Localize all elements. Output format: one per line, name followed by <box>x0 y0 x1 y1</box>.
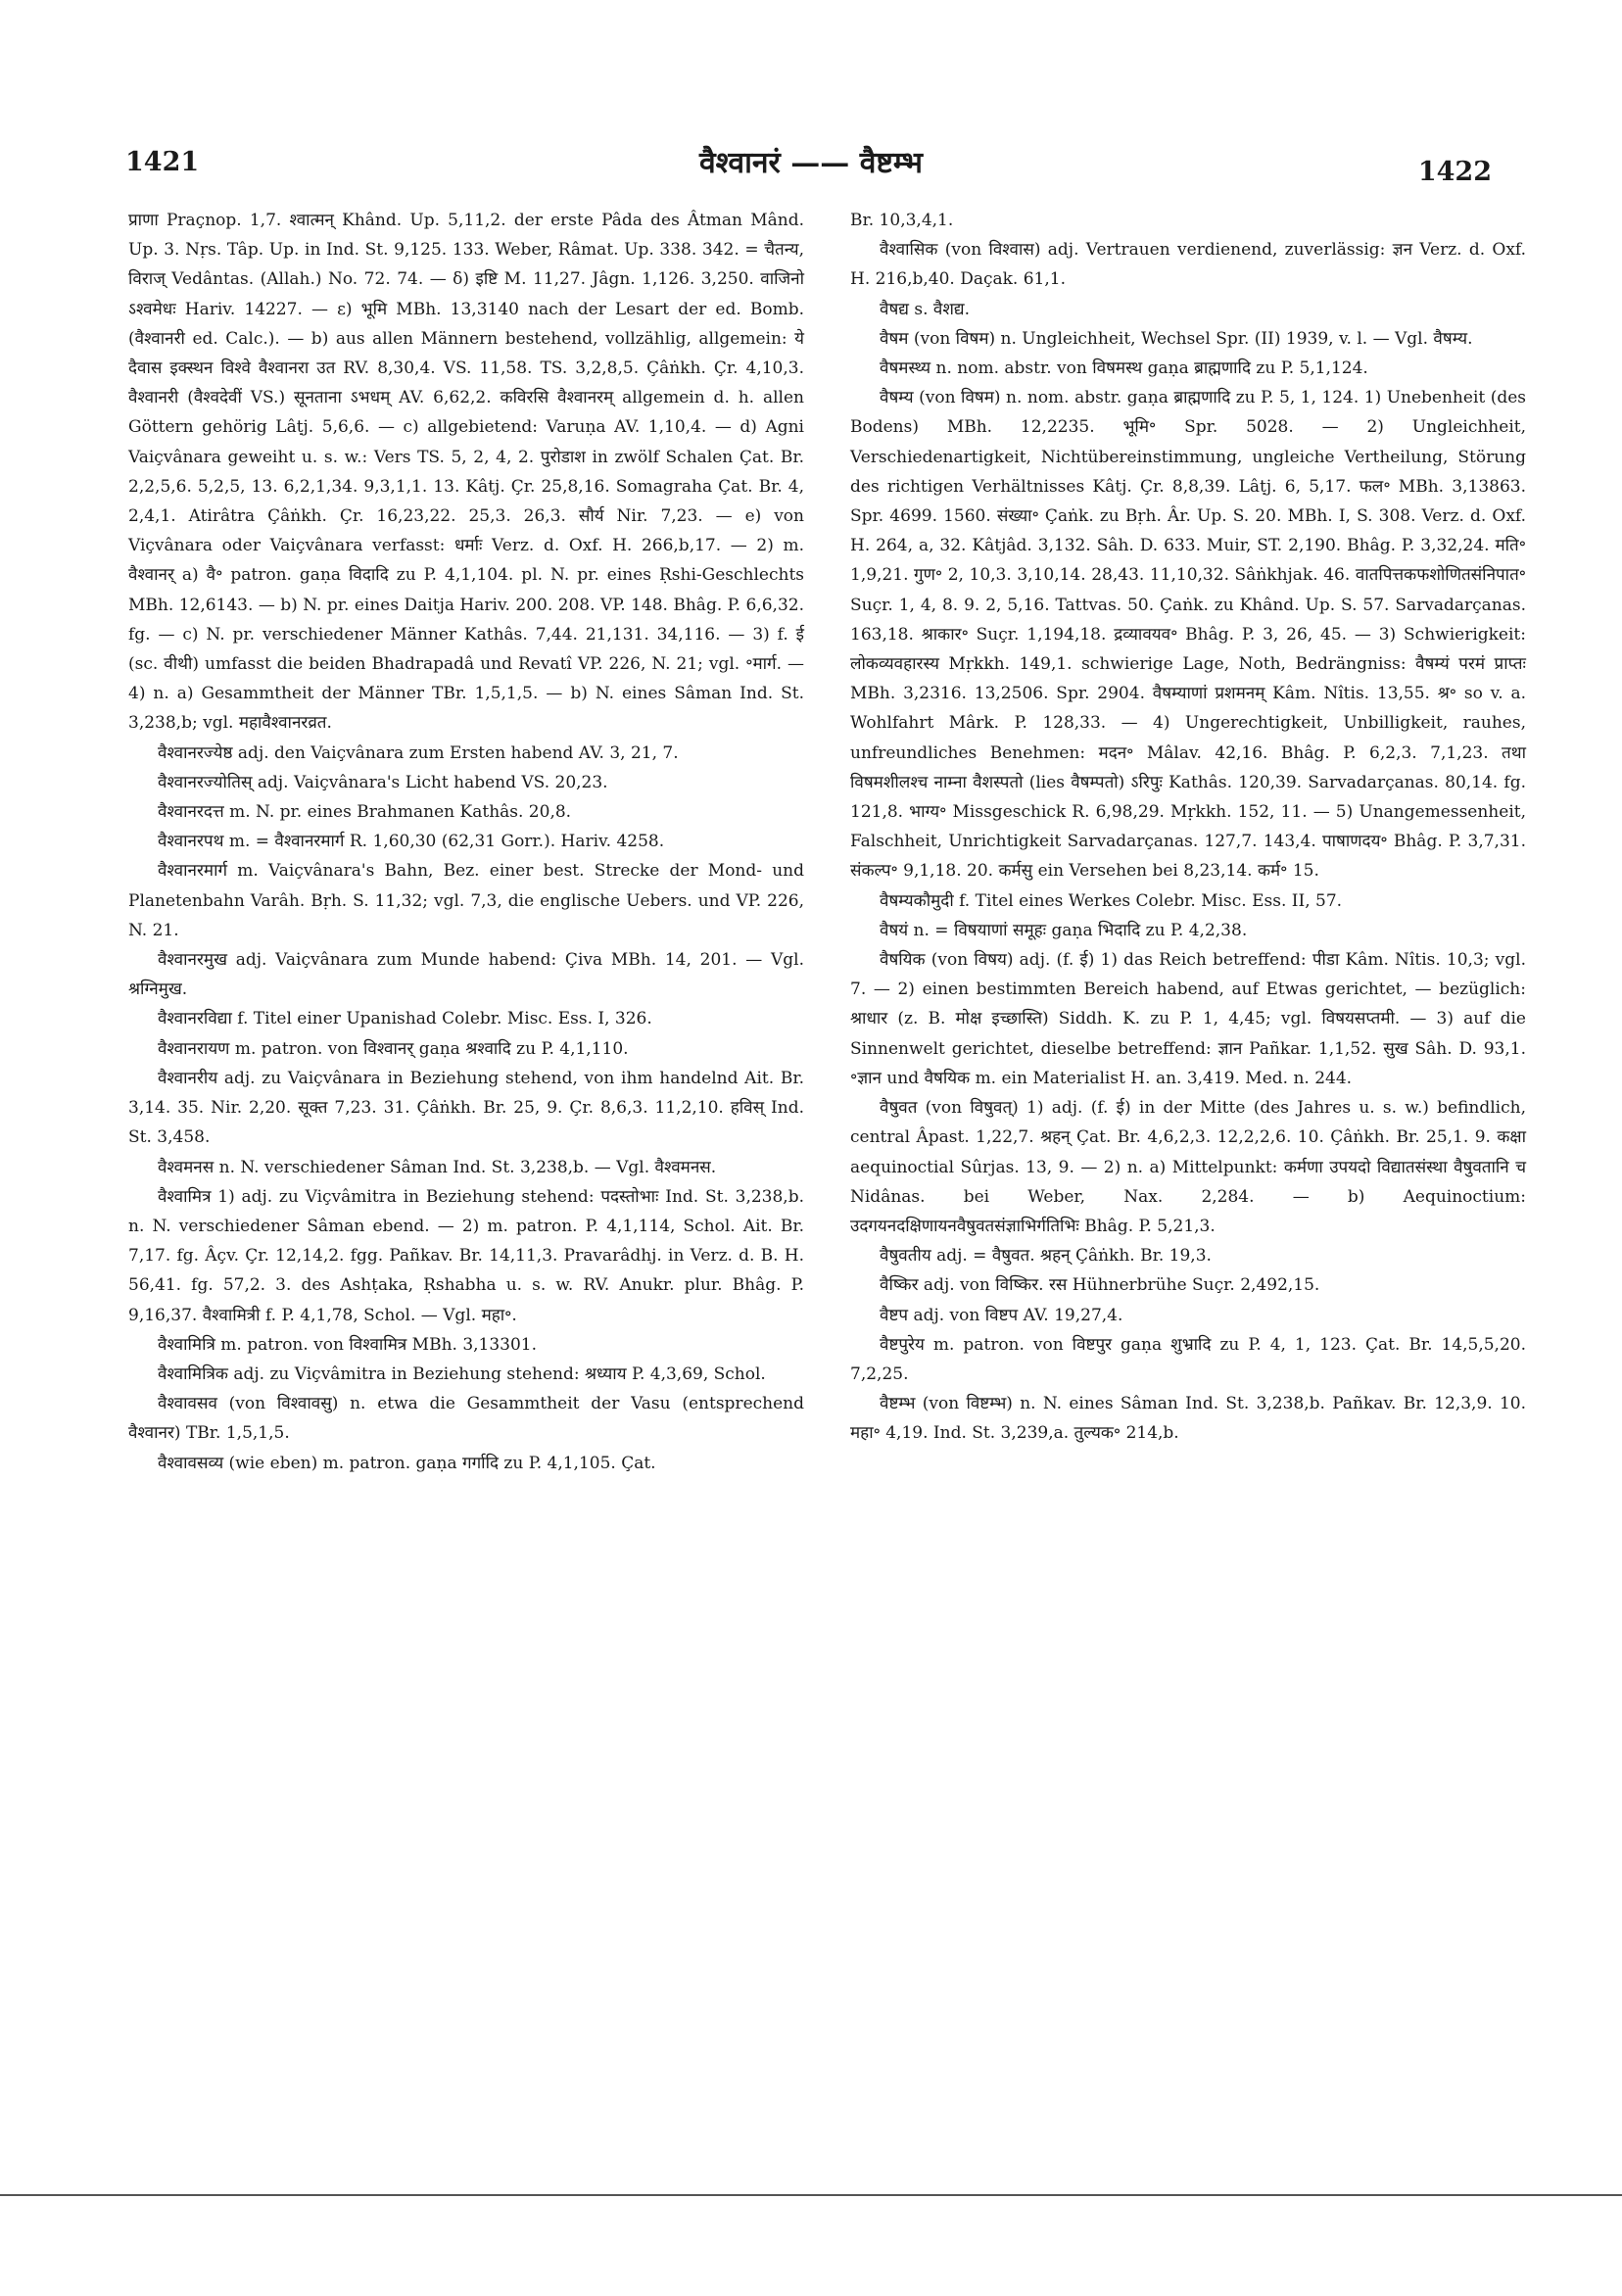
dictionary-entry: वैषुवत (von विषुवत्) 1) adj. (f. ई) in der Mitte (des Jahres u. s. w.) befindlich, central Âpast. 1,22,7. श्रहन् Çat. Br. 4,6,2,3. 12,2,2,6. 10. Çâṅkh. Br. 25,1. 9. कक्षा aequinoctial Sûrjas. 13, 9. — 2) n. a) Mittelpunkt: कर्मणा उपयदो विद्यातसंस्था वैषुवतानि च Nidânas. bei Weber, Nax. 2,284. — b) Aequinoctium: उदगयनदक्षिणायनवैषुवतसंज्ञाभिर्गतिभिः Bhâg. P. 5,21,3. <box>850 1098 1526 1236</box>
left-column <box>128 206 804 1478</box>
dictionary-entry: वैष्टम्भ (von विष्टम्भ) n. N. eines Sâman Ind. St. 3,238,b. Pañkav. Br. 12,3,9. 10. महा॰ 4,19. Ind. St. 3,239,a. तुल्यक॰ 214,b. <box>850 1394 1526 1444</box>
dictionary-entry: वैषमस्थ्य n. nom. abstr. von विषमस्थ gaṇa ब्राह्मणादि zu P. 5,1,124. <box>880 359 1368 379</box>
right-column <box>850 206 1526 1449</box>
page-header <box>0 137 1622 196</box>
dictionary-entry: वैश्वासिक (von विश्वास) adj. Vertrauen verdienend, zuverlässig: ज्ञन Verz. d. Oxf. H. 216,b,40. Daçak. 61,1. <box>850 240 1526 290</box>
dictionary-entry: वैष्टप adj. von विष्टप AV. 19,27,4. <box>880 1305 1123 1325</box>
dictionary-entry: वैश्वानरविद्या f. Titel einer Upanishad Colebr. Misc. Ess. I, 326. <box>158 1009 652 1029</box>
right-page-number: 1422 <box>1417 157 1492 187</box>
dictionary-entry: वैष्टपुरेय m. patron. von विष्टपुर gaṇa शुभ्रादि zu P. 4, 1, 123. Çat. Br. 14,5,5,20. 7,2,25. <box>850 1334 1526 1384</box>
dictionary-entry: वैषम (von विषम) n. Ungleichheit, Wechsel Spr. (II) 1939, v. l. — Vgl. वैषम्य. <box>880 328 1473 349</box>
dictionary-entry: वैश्वानरपथ m. = वैश्वानरमार्ग R. 1,60,30 (62,31 Gorr.). Hariv. 4258. <box>158 832 665 852</box>
dictionary-entry: वैषयं n. = विषयाणां समूहः gaṇa भिदादि zu P. 4,2,38. <box>880 920 1248 940</box>
dictionary-entry: वैषद्य s. वैशद्य. <box>880 299 971 319</box>
bottom-rule <box>0 2194 1622 2196</box>
dictionary-entry: Br. 10,3,4,1. <box>850 211 954 230</box>
dictionary-entry: वैश्वानरायण m. patron. von विश्वानर् gaṇa श्रश्वादि zu P. 4,1,110. <box>158 1038 629 1059</box>
dictionary-entry: वैश्वावसव्य (wie eben) m. patron. gaṇa गर्गादि zu P. 4,1,105. Çat. <box>158 1453 656 1473</box>
dictionary-entry: वैश्वानरमार्ग m. Vaiçvânara's Bahn, Bez. einer best. Strecke der Mond- und Planetenbahn Varâh. Bṛh. S. 11,32; vgl. 7,3, die englische Uebers. und VP. 226, N. 21. <box>128 861 804 940</box>
dictionary-entry: वैष्किर adj. von विष्किर. रस Hühnerbrühe Suçr. 2,492,15. <box>880 1275 1320 1296</box>
dictionary-entry: वैश्वानरमुख adj. Vaiçvânara zum Munde habend: Çiva MBh. 14, 201. — Vgl. श्रग्निमुख. <box>128 950 804 1000</box>
dictionary-entry: वैश्वामित्रि m. patron. von विश्वामित्र MBh. 3,13301. <box>158 1334 538 1355</box>
dictionary-entry: वैश्वानरज्योतिस् adj. Vaiçvânara's Licht habend VS. 20,23. <box>158 772 608 792</box>
dictionary-entry: वैषुवतीय adj. = वैषुवत. श्रहन् Çâṅkh. Br. 19,3. <box>880 1246 1212 1267</box>
dictionary-entry: वैश्वावसव (von विश्वावसु) n. etwa die Gesammtheit der Vasu (entsprechend वैश्वानर) TBr. 1,5,1,5. <box>128 1394 804 1444</box>
dictionary-entry: वैषम्य (von विषम) n. nom. abstr. gaṇa ब्राह्मणादि zu P. 5, 1, 124. 1) Unebenheit (des Bodens) MBh. 12,2235. भूमि॰ Spr. 5028. — 2) Ungleichheit, Verschiedenartigkeit, Nichtübereinstimmung, ungleiche Vertheilung, Störung des richtigen Verhältnisses Kâtj. Çr. 8,8,39. Lâṭj. 6, 5,17. फल॰ MBh. 3,13863. Spr. 4699. 1560. संख्या॰ Çaṅk. zu Bṛh. Âr. Up. S. 20. MBh. I, S. 308. Verz. d. Oxf. H. 264, a, 32. Kâtjâd. 3,132. Sâh. D. 633. Muir, ST. 2,190. Bhâg. P. 3,32,24. मति॰ 1,9,21. गुण॰ 2, 10,3. 3,10,14. 28,43. 11,10,32. Sâṅkhjak. 46. वातपित्तकफशोणितसंनिपात॰ Suçr. 1, 4, 8. 9. 2, 5,16. Tattvas. 50. Çaṅk. zu Khând. Up. S. 57. Sarvadarçanas. 163,18. श्राकार॰ Suçr. 1,194,18. द्रव्यावयव॰ Bhâg. P. 3, 26, 45. — 3) Schwierigkeit: लोकव्यवहारस्य Mṛkkh. 149,1. schwierige Lage, Noth, Bedrängniss: वैषम्यं परमं प्राप्तः MBh. 3,2316. 13,2506. Spr. 2904. वैषम्याणां प्रशमनम् Kâm. Nîtis. 13,55. श्र॰ so v. a. Wohlfahrt Mârk. P. 128,33. — 4) Ungerechtigkeit, Unbilligkeit, rauhes, unfreundliches Benehmen: मदन॰ Mâlav. 42,16. Bhâg. P. 6,2,3. 7,1,23. तथा विषमशीलश्च नाम्ना वैशस्पतो (lies वैषम्पतो) ऽरिपुः Kathâs. 120,39. Sarvadarçanas. 80,14. fg. 121,8. भाग्य॰ Missgeschick R. 6,98,29. Mṛkkh. 152, 11. — 5) Unangemessenheit, Falschheit, Unrichtigkeit Sarvadarçanas. 127,7. 143,4. पाषाणदय॰ Bhâg. P. 3,7,31. संकल्प॰ 9,1,18. 20. कर्मसु ein Versehen bei 8,23,14. कर्म॰ 15. <box>850 388 1526 882</box>
dictionary-entry: वैश्वमनस n. N. verschiedener Sâman Ind. St. 3,238,b. — Vgl. वैश्वमनस. <box>158 1157 717 1177</box>
dictionary-entry: वैषयिक (von विषय) adj. (f. ई) 1) das Reich betreffend: पीडा Kâm. Nîtis. 10,3; vgl. 7. — 2) einen bestimmten Bereich habend, auf Etwas gerichtet, — bezüglich: श्राधार (z. B. मोक्ष इच्छास्ति) Siddh. K. zu P. 1, 4,45; vgl. विषयसप्तमी. — 3) auf die Sinnenwelt gerichtet, dieselbe betreffend: ज्ञान Pañkar. 1,1,52. सुख Sâh. D. 93,1. ॰ज्ञान und वैषयिक m. ein Materialist H. an. 3,419. Med. n. 244. <box>850 950 1526 1088</box>
dictionary-entry: प्राणा Praçnop. 1,7. श्वात्मन् Khând. Up. 5,11,2. der erste Pâda des Âtman Mând. Up. 3. Nṛs. Tâp. Up. in Ind. St. 9,125. 133. Weber, Râmat. Up. 338. 342. = चैतन्य, विराज् Vedântas. (Allah.) No. 72. 74. — δ) इष्टि M. 11,27. Jâgn. 1,126. 3,250. वाजिनो ऽश्वमेधः Hariv. 14227. — ε) भूमि MBh. 13,3140 nach der Lesart der ed. Bomb. (वैश्वानरी ed. Calc.). — b) aus allen Männern bestehend, vollzählig, allgemein: ये दैवास इक्स्थन विश्वे वैश्वानरा उत RV. 8,30,4. VS. 11,58. TS. 3,2,8,5. Çâṅkh. Çr. 4,10,3. वैश्वानरी (वैश्वदेवीं VS.) सूनताना ऽभधम् AV. 6,62,2. कविरसि वैश्वानरम् allgemein d. h. allen Göttern gehörig Lâṭj. 5,6,6. — c) allgebietend: Varuṇa AV. 1,10,4. — d) Agni Vaiçvânara geweiht u. s. w.: Vers TS. 5, 2, 4, 2. पुरोडाश in zwölf Schalen Çat. Br. 2,2,5,6. 5,2,5, 13. 6,2,1,34. 9,3,1,1. 13. Kâtj. Çr. 25,8,16. Somagraha Çat. Br. 4, 2,4,1. Atirâtra Çâṅkh. Çr. 16,23,22. 25,3. 26,3. सौर्य Nir. 7,23. — e) von Viçvânara oder Vaiçvânara verfasst: धर्माः Verz. d. Oxf. H. 266,b,17. — 2) m. वैश्वानर् a) वै॰ patron. gaṇa विदादि zu P. 4,1,104. pl. N. pr. eines Ṛshi-Geschlechts MBh. 12,6143. — b) N. pr. eines Daitja Hariv. 200. 208. VP. 148. Bhâg. P. 6,6,32. fg. — c) N. pr. verschiedener Männer Kathâs. 7,44. 21,131. 34,116. — 3) f. ई (sc. वीथी) umfasst die beiden Bhadrapadâ und Revatî VP. 226, N. 21; vgl. ॰मार्ग. — 4) n. a) Gesammtheit der Männer TBr. 1,5,1,5. — b) N. eines Sâman Ind. St. 3,238,b; vgl. महावैश्वानरव्रत. <box>128 211 804 734</box>
page-title: वैश्वानरं —— वैष्टम्भ <box>699 146 923 180</box>
dictionary-entry: वैषम्यकौमुदी f. Titel eines Werkes Colebr. Misc. Ess. II, 57. <box>880 890 1343 911</box>
dictionary-entry: वैश्वानरज्येष्ठ adj. den Vaiçvânara zum Ersten habend AV. 3, 21, 7. <box>158 742 679 763</box>
dictionary-entry: वैश्वामित्रिक adj. zu Viçvâmitra in Beziehung stehend: श्रध्याय P. 4,3,69, Schol. <box>158 1363 766 1384</box>
dictionary-entry: वैश्वानरीय adj. zu Vaiçvânara in Beziehung stehend, von ihm handelnd Ait. Br. 3,14. 35. Nir. 2,20. सूक्त 7,23. 31. Çâṅkh. Br. 25, 9. Çr. 8,6,3. 11,2,10. हविस् Ind. St. 3,458. <box>128 1068 804 1148</box>
dictionary-entry: वैश्वानरदत्त m. N. pr. eines Brahmanen Kathâs. 20,8. <box>158 802 572 823</box>
dictionary-entry: वैश्वामित्र 1) adj. zu Viçvâmitra in Beziehung stehend: पदस्तोभाः Ind. St. 3,238,b. n. N. verschiedener Sâman ebend. — 2) m. patron. P. 4,1,114, Schol. Ait. Br. 7,17. fg. Âçv. Çr. 12,14,2. fgg. Pañkav. Br. 14,11,3. Pravarâdhj. in Verz. d. B. H. 56,41. fg. 57,2. 3. des Ashṭaka, Ṛshabha u. s. w. RV. Anukr. plur. Bhâg. P. 9,16,37. वैश्वामित्री f. P. 4,1,78, Schol. — Vgl. महा॰. <box>128 1186 804 1325</box>
left-page-number: 1421 <box>125 147 200 177</box>
